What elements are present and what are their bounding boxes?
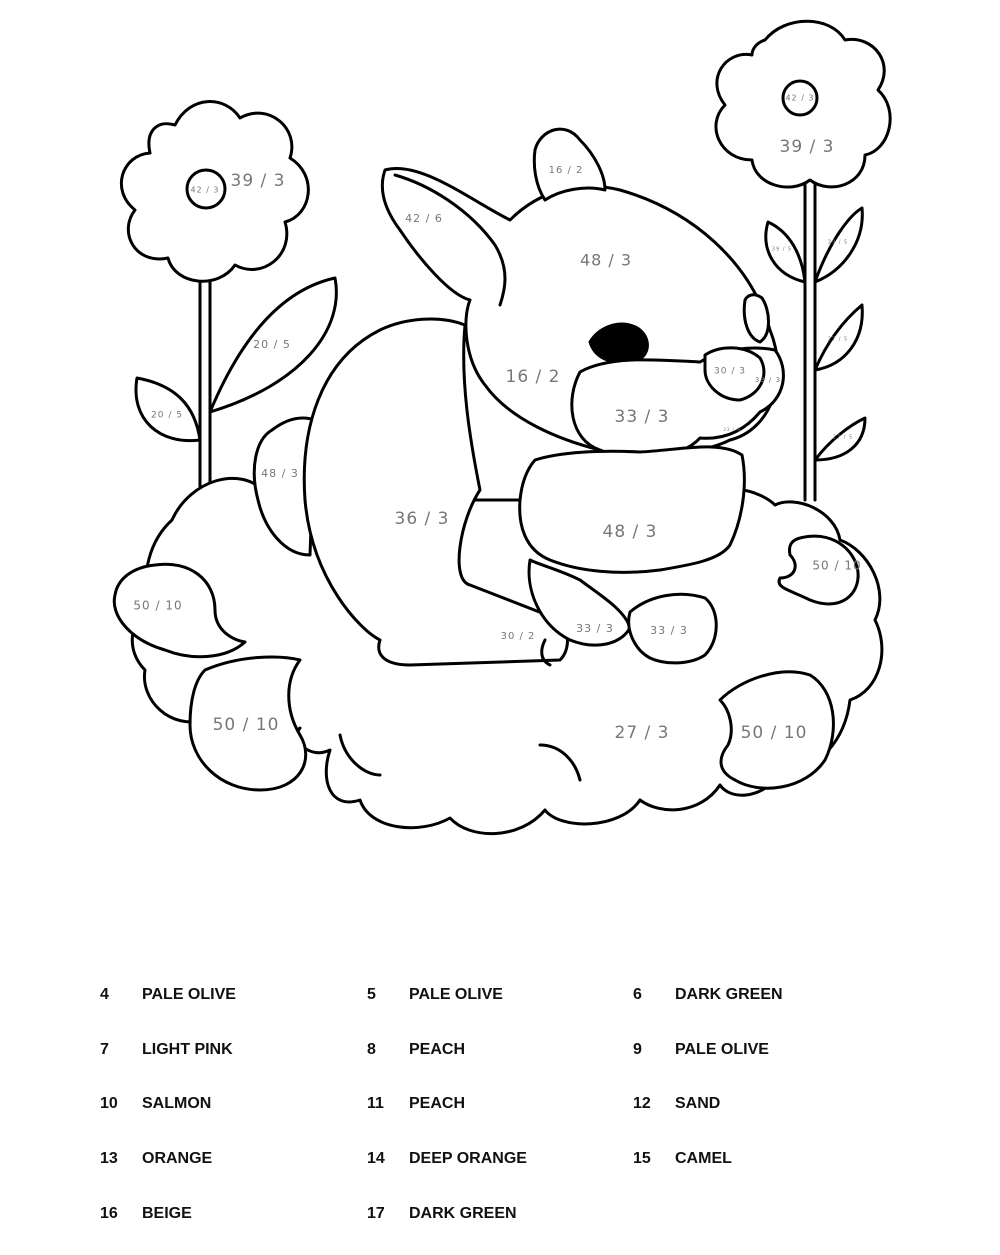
region-label: 27 / 3 <box>614 723 670 743</box>
legend-number: 4 <box>100 986 109 1003</box>
legend-color-name: DARK GREEN <box>675 986 783 1003</box>
legend-color-name: SAND <box>675 1095 721 1112</box>
legend-color-name: DARK GREEN <box>409 1205 517 1222</box>
region-label: 48 / 3 <box>261 467 299 480</box>
region-label: 20 / 5 <box>151 410 183 421</box>
region-label: 33 / 3 <box>576 622 614 635</box>
region-label: 33 / 3 <box>754 376 782 384</box>
region-label: 39 / 5 <box>771 246 793 253</box>
legend-color-name: PALE OLIVE <box>675 1041 769 1058</box>
region-label: 30 / 3 <box>714 366 746 377</box>
legend-color-name: PEACH <box>409 1095 466 1112</box>
region-label: 39 / 3 <box>779 137 835 157</box>
legend-number: 17 <box>367 1205 385 1222</box>
legend-color-name: DEEP ORANGE <box>409 1150 527 1167</box>
region-label: 42 / 6 <box>405 212 443 225</box>
legend-color-name: PALE OLIVE <box>409 986 503 1003</box>
legend-color-name: SALMON <box>142 1095 212 1112</box>
legend-color-name: PALE OLIVE <box>142 986 236 1003</box>
legend-number: 10 <box>100 1095 118 1112</box>
region-label: 42 / 3 <box>190 185 220 195</box>
legend-color-name: PEACH <box>409 1041 466 1058</box>
legend-number: 16 <box>100 1205 118 1222</box>
region-label: 30 / 2 <box>500 631 536 642</box>
region-label: 39 / 5 <box>827 239 849 246</box>
region-label: 50 / 10 <box>212 715 280 735</box>
region-label: 33 / 3 <box>650 624 688 637</box>
legend-number: 11 <box>367 1095 384 1112</box>
region-label: 39 / 3 <box>230 171 286 191</box>
legend-number: 14 <box>367 1150 385 1167</box>
region-label: 50 / 10 <box>812 558 862 573</box>
legend-number: 7 <box>100 1041 109 1058</box>
region-label: 20 / 5 <box>253 338 291 351</box>
legend-color-name: ORANGE <box>142 1150 213 1167</box>
legend-number: 15 <box>633 1150 651 1167</box>
legend-number: 6 <box>633 986 642 1003</box>
region-label: 50 / 10 <box>133 598 183 613</box>
region-label: 16 / 2 <box>505 367 561 387</box>
region-label: 50 / 10 <box>740 723 808 743</box>
legend-color-name: LIGHT PINK <box>142 1041 233 1058</box>
region-label: 27 / 5 <box>832 434 854 441</box>
region-label: 36 / 3 <box>394 509 450 529</box>
region-label: 33 / 3 <box>723 427 741 432</box>
legend-color-name: BEIGE <box>142 1205 192 1222</box>
legend-color-name: CAMEL <box>675 1150 732 1167</box>
legend-number: 12 <box>633 1095 651 1112</box>
legend-number: 5 <box>367 986 376 1003</box>
legend-number: 9 <box>633 1041 642 1058</box>
region-label: 42 / 3 <box>785 93 815 103</box>
region-label: 33 / 3 <box>614 407 670 427</box>
region-label: 48 / 3 <box>579 250 633 270</box>
region-label: 48 / 3 <box>602 522 658 542</box>
legend-number: 13 <box>100 1150 118 1167</box>
legend-number: 8 <box>367 1041 376 1058</box>
region-label: 27 / 5 <box>827 336 849 343</box>
right-flower <box>716 21 890 187</box>
region-label: 16 / 2 <box>548 165 584 176</box>
